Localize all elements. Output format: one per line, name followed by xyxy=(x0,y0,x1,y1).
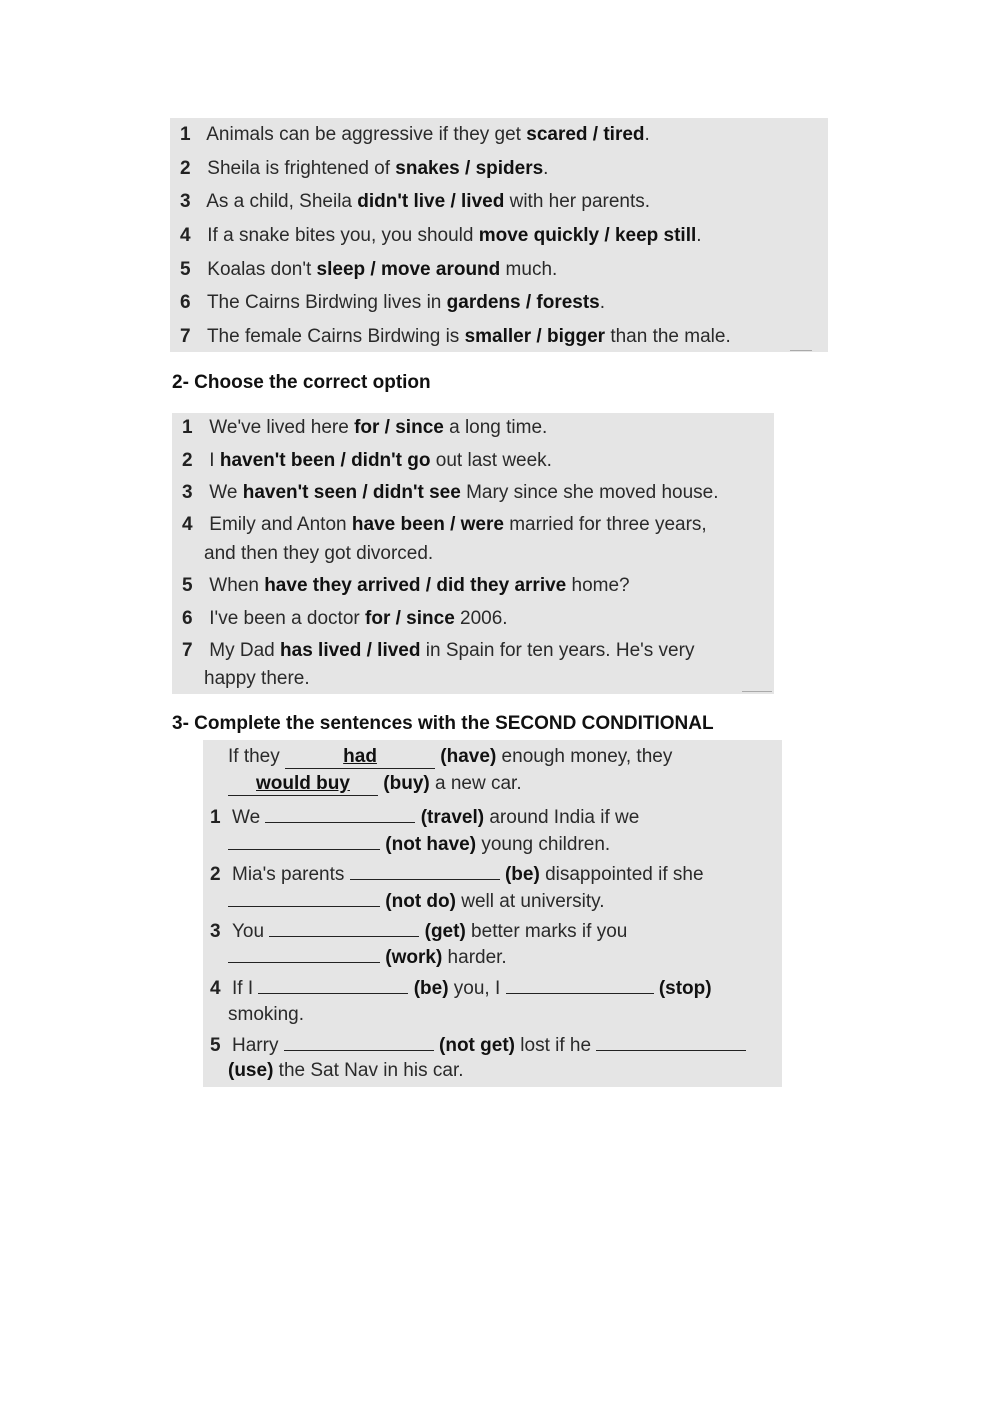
ex2-option-7[interactable]: has lived / lived xyxy=(280,640,421,661)
panel-edge-mark xyxy=(742,691,772,692)
ex1-item-3: 3 As a child, Sheila didn't live / lived with her parents. xyxy=(180,191,651,212)
answer-blank[interactable] xyxy=(228,833,380,850)
exercise-2-panel xyxy=(172,413,774,694)
exercise-1-panel xyxy=(170,118,828,352)
ex3-item-4-line-1: 4 If I (be) you, I (stop) xyxy=(210,978,712,999)
ex3-item-5-line-1: 5 Harry (not get) lost if he xyxy=(210,1034,746,1057)
ex3-item-3-line-2: (work) harder. xyxy=(228,946,507,969)
ex1-item-4: 4 If a snake bites you, you should move quickly / keep still. xyxy=(180,225,702,246)
ex2-option-1[interactable]: for / since xyxy=(354,417,444,438)
answer-blank[interactable] xyxy=(269,920,419,937)
exercise-3-heading: 3- Complete the sentences with the SECOND CONDITIONAL xyxy=(172,713,714,734)
ex2-item-7: 7 My Dad has lived / lived in Spain for ten years. He's very xyxy=(182,640,695,661)
ex2-option-3[interactable]: haven't seen / didn't see xyxy=(242,482,461,503)
ex2-item-5: 5 When have they arrived / did they arrive home? xyxy=(182,575,630,596)
ex3-item-5-line-2: (use) the Sat Nav in his car. xyxy=(228,1060,464,1081)
ex1-option-4[interactable]: move quickly / keep still xyxy=(478,225,697,246)
ex3-example-line-2: would buy (buy) a new car. xyxy=(228,773,522,796)
ex3-item-2-line-1: 2 Mia's parents (be) disappointed if she xyxy=(210,864,704,885)
ex2-option-2[interactable]: haven't been / didn't go xyxy=(219,450,431,471)
ex2-option-4[interactable]: have been / were xyxy=(351,514,504,535)
panel-edge-mark xyxy=(790,350,812,351)
ex3-example-line-1: If they had (have) enough money, they xyxy=(228,746,673,767)
answer-blank[interactable] xyxy=(506,977,654,994)
ex2-option-6[interactable]: for / since xyxy=(365,608,455,629)
ex2-item-7-continued: happy there. xyxy=(204,668,310,689)
answer-blank[interactable] xyxy=(284,1034,434,1051)
ex3-item-1-line-1: 1 We (travel) around India if we xyxy=(210,807,640,828)
answer-blank[interactable] xyxy=(265,806,415,823)
ex1-item-7: 7 The female Cairns Birdwing is smaller / bigger than the male. xyxy=(180,326,731,347)
ex2-item-1: 1 We've lived here for / since a long time. xyxy=(182,417,548,438)
answer-blank[interactable] xyxy=(258,977,408,994)
example-answer-1: had xyxy=(285,746,435,769)
answer-blank[interactable] xyxy=(228,946,380,963)
ex1-item-1: 1 Animals can be aggressive if they get scared / tired. xyxy=(180,124,650,145)
ex1-item-5: 5 Koalas don't sleep / move around much. xyxy=(180,259,558,280)
ex1-option-6[interactable]: gardens / forests xyxy=(446,292,600,313)
answer-blank[interactable] xyxy=(350,863,500,880)
ex1-option-2[interactable]: snakes / spiders xyxy=(395,158,544,179)
ex2-item-2: 2 I haven't been / didn't go out last week. xyxy=(182,450,552,471)
answer-blank[interactable] xyxy=(228,890,380,907)
exercise-3-panel xyxy=(203,740,782,1087)
ex1-item-2: 2 Sheila is frightened of snakes / spiders. xyxy=(180,158,549,179)
ex3-item-3-line-1: 3 You (get) better marks if you xyxy=(210,921,628,942)
ex2-option-5[interactable]: have they arrived / did they arrive xyxy=(264,575,567,596)
ex2-item-6: 6 I've been a doctor for / since 2006. xyxy=(182,608,508,629)
ex1-item-6: 6 The Cairns Birdwing lives in gardens / forests. xyxy=(180,292,606,313)
ex3-item-1-line-2: (not have) young children. xyxy=(228,833,610,856)
ex2-item-4-continued: and then they got divorced. xyxy=(204,543,434,564)
exercise-2-heading: 2- Choose the correct option xyxy=(172,372,431,393)
ex2-item-3: 3 We haven't seen / didn't see Mary since she moved house. xyxy=(182,482,719,503)
ex1-option-3[interactable]: didn't live / lived xyxy=(357,191,505,212)
ex1-option-7[interactable]: smaller / bigger xyxy=(464,326,606,347)
ex3-item-2-line-2: (not do) well at university. xyxy=(228,890,605,913)
example-answer-2: would buy xyxy=(228,773,378,796)
ex1-option-5[interactable]: sleep / move around xyxy=(316,259,501,280)
ex2-item-4: 4 Emily and Anton have been / were married for three years, xyxy=(182,514,707,535)
ex1-option-1[interactable]: scared / tired xyxy=(526,124,645,145)
ex3-item-4-line-2: smoking. xyxy=(228,1004,305,1025)
answer-blank[interactable] xyxy=(596,1034,746,1051)
